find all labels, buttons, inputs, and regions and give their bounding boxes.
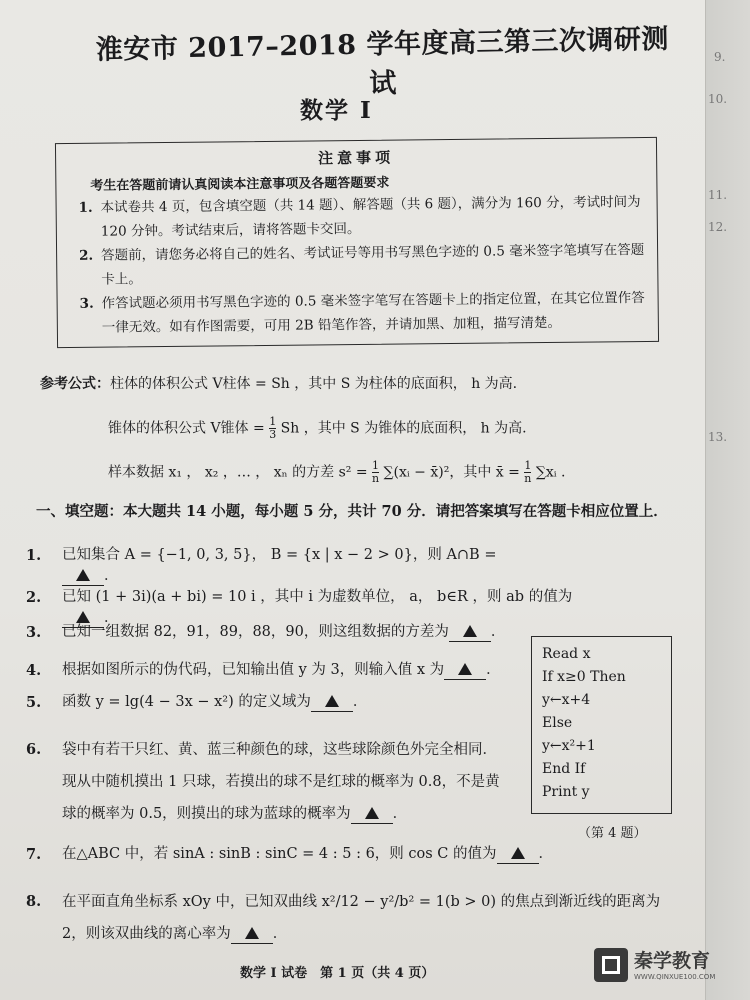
notice-item-number: 3. xyxy=(79,295,94,312)
fraction-numerator: 1 xyxy=(372,459,380,472)
next-page-number: 13. xyxy=(708,430,728,444)
code-line: Else xyxy=(542,715,573,731)
fraction-denominator: n xyxy=(372,472,380,485)
formula-variance-mid: ∑(xᵢ − x̄)²，其中 x̄ = xyxy=(383,464,525,481)
question-end: ． xyxy=(392,806,408,822)
figure-caption: （第 4 题） xyxy=(578,826,647,841)
question-7 xyxy=(26,844,556,865)
triangle-icon xyxy=(511,847,525,859)
notice-item xyxy=(79,238,645,292)
question-end: ． xyxy=(104,568,119,584)
answer-blank[interactable] xyxy=(497,845,539,864)
next-page-number: 11. xyxy=(708,188,728,202)
logo-name: 秦学教育 xyxy=(634,950,711,972)
next-page-edge xyxy=(705,0,750,1000)
formula-cone-post: Sh ，其中 S 为锥体的底面积， h 为高. xyxy=(280,420,527,437)
triangle-icon xyxy=(76,569,90,581)
formula-prism-text: 柱体的体积公式 V柱体 = Sh ，其中 S 为柱体的底面积， h 为高. xyxy=(110,376,518,392)
question-text: 已知一组数据 82，91，89，88，90，则这组数据的方差为 xyxy=(62,624,449,640)
answer-blank[interactable] xyxy=(351,805,393,824)
notice-item-text: 作答试题必须用书写黑色字迹的 0.5 毫米签字笔写在答题卡上的指定位置，在其它位置作答一律无效。如有作图需要，可用 2B 铅笔作答，并请加黑、加粗，描写清楚。 xyxy=(101,289,645,336)
formula-label: 参考公式： xyxy=(40,376,110,392)
formula-variance-post: ∑xᵢ . xyxy=(535,464,566,481)
notice-item-text: 答题前，请您务必将自己的姓名、考试证号等用书写黑色字迹的 0.5 毫米签字笔填写在答题卡上。 xyxy=(101,241,645,288)
question-text: 根据如图所示的伪代码，已知输出值 y 为 3，则输入值 x 为 xyxy=(62,662,445,678)
fraction xyxy=(524,460,531,485)
fraction xyxy=(372,460,379,485)
question-number: 3. xyxy=(26,624,42,641)
notice-item-number: 2. xyxy=(79,247,94,264)
question-number: 7. xyxy=(26,846,42,863)
fraction xyxy=(269,416,276,441)
code-line: Read x xyxy=(542,646,591,662)
fraction-numerator: 1 xyxy=(269,415,277,428)
notice-item xyxy=(80,286,646,340)
formula-cone-pre: 锥体的体积公式 V锥体 = xyxy=(108,420,270,437)
question-text: 函数 y = lg(4 − 3x − x²) 的定义域为 xyxy=(62,694,311,710)
question-8 xyxy=(26,886,686,950)
triangle-icon xyxy=(365,807,379,819)
exam-title: 淮安市 2017–2018 学年度高三第三次调研测试 xyxy=(95,23,670,100)
question-text: 已知 (1 + 3i)(a + bi) = 10 i ，其中 i 为虚数单位， a， b∈R ，则 ab 的值为 xyxy=(62,589,573,605)
next-page-number: 12. xyxy=(708,220,728,234)
formula-variance-pre: 样本数据 x₁ ， x₂ ，… ， xₙ 的方差 s² = xyxy=(108,464,372,481)
triangle-icon xyxy=(463,625,477,637)
brand-logo xyxy=(594,942,742,990)
question-end: ． xyxy=(352,694,368,710)
code-line: Print y xyxy=(542,784,590,800)
formula-variance xyxy=(108,460,565,485)
notice-intro: 考生在答题前请认真阅读本注意事项及各题答题要求 xyxy=(90,175,390,194)
code-line: End If xyxy=(542,761,586,777)
question-number: 2. xyxy=(26,589,42,606)
answer-blank[interactable] xyxy=(231,925,273,944)
question-number: 8. xyxy=(26,893,42,910)
question-text: 已知集合 A = {−1, 0, 3, 5}， B = {x | x − 2 > 0}，则 A∩B = xyxy=(62,547,497,563)
question-end: ． xyxy=(538,846,554,862)
answer-blank[interactable] xyxy=(311,693,353,712)
question-text: 在平面直角坐标系 xOy 中，已知双曲线 x²/12 − y²/b² = 1(b > 0) 的焦点到渐近线的距离为 2，则该双曲线的离心率为 xyxy=(62,894,661,942)
question-5 xyxy=(26,692,521,713)
notice-item-text: 本试卷共 4 页，包含填空题（共 14 题）、解答题（共 6 题），满分为 160 分，考试时间为 120 分钟。考试结束后，请将答题卡交回。 xyxy=(100,194,641,240)
question-6 xyxy=(26,734,506,830)
fraction-denominator: n xyxy=(524,472,532,485)
answer-blank[interactable] xyxy=(449,623,491,642)
question-number: 5. xyxy=(26,694,42,711)
triangle-icon xyxy=(245,927,259,939)
notice-item xyxy=(78,190,644,244)
code-line: y←x+4 xyxy=(542,692,591,708)
next-page-number: 9. xyxy=(714,50,726,64)
notice-box xyxy=(55,137,659,348)
question-number: 4. xyxy=(26,662,42,679)
page-footer: 数学 I 试卷 第 1 页（共 4 页） xyxy=(240,966,435,981)
notice-heading: 注意事项 xyxy=(318,148,395,168)
fraction-denominator: 3 xyxy=(269,428,277,441)
triangle-icon xyxy=(458,663,472,675)
answer-blank[interactable] xyxy=(62,567,104,586)
question-end: ． xyxy=(490,624,506,640)
code-line: If x≥0 Then xyxy=(542,669,626,685)
question-text: 袋中有若干只红、黄、蓝三种颜色的球，这些球除颜色外完全相同．现从中随机摸出 1 只球，若摸出的球不是红球的概率为 0.8，不是黄球的概率为 0.5，则摸出的球为蓝球的概率为 xyxy=(62,742,500,822)
notice-item-number: 1. xyxy=(78,199,93,216)
pseudocode-box xyxy=(531,636,672,814)
question-number: 6. xyxy=(26,741,42,758)
section-heading: 一、填空题：本大题共 14 小题，每小题 5 分，共计 70 分．请把答案填写在答题卡相应位置上． xyxy=(36,503,668,520)
formula-prism xyxy=(40,374,517,394)
answer-blank[interactable] xyxy=(444,661,486,680)
question-4 xyxy=(26,660,521,681)
question-end: ． xyxy=(486,662,501,678)
next-page-number: 10. xyxy=(708,92,728,106)
question-text: 在△ABC 中，若 sinA : sinB : sinC = 4 : 5 : 6，则 cos C 的值为 xyxy=(62,846,497,862)
fraction-numerator: 1 xyxy=(524,459,532,472)
question-number: 1. xyxy=(26,547,42,564)
logo-url: WWW.QINXUE100.COM xyxy=(634,973,716,981)
question-end: ． xyxy=(272,926,288,942)
logo-icon xyxy=(594,948,628,982)
formula-cone xyxy=(108,416,527,441)
triangle-icon xyxy=(325,695,339,707)
question-end: ． xyxy=(104,610,119,626)
exam-subtitle: 数学 I xyxy=(300,97,373,124)
code-line: y←x²+1 xyxy=(542,738,596,754)
question-1 xyxy=(26,545,526,587)
question-3 xyxy=(26,622,516,643)
